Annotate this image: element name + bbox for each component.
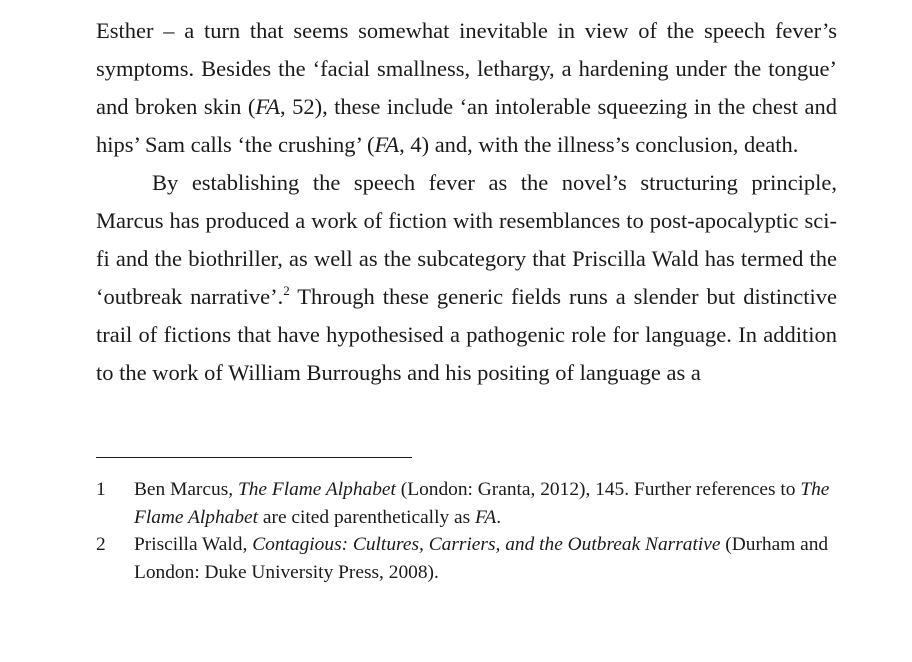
paragraph-2-text-b: Through these generic fields runs a slender but distinctive trail of fictions that have hypothesised a pathogenic role for language. In addition to the work of William Burroughs and his positing of language as a bbox=[96, 284, 837, 385]
footnote-2 bbox=[96, 531, 837, 586]
footnote-number: 1 bbox=[96, 479, 106, 500]
body-text bbox=[96, 12, 837, 392]
footnotes bbox=[96, 476, 837, 586]
footnote-separator bbox=[96, 457, 412, 458]
paragraph-1 bbox=[96, 12, 837, 164]
paragraph-2 bbox=[96, 164, 837, 392]
footnote-2-title: Contagious: Cultures, Carriers, and the Outbreak Narrative bbox=[252, 534, 721, 555]
footnote-1-abbrev: FA bbox=[475, 506, 497, 528]
footnote-1-title-b: The Flame Alphabet bbox=[134, 479, 830, 528]
paragraph-2-text-a: By establishing the speech fever as the novel’s structuring principle, Marcus has produced a work of fiction with resemblances to post-apocalyptic sci-fi and the biothriller, as well as the subcategory that Priscilla Wald has termed the ‘outbreak narrative’. bbox=[96, 170, 837, 309]
document-page bbox=[96, 0, 837, 662]
footnote-2-text-b: (Durham and London: Duke University Press, 2008). bbox=[134, 534, 829, 583]
footnote-1-text-b: (London: Granta, 2012), 145. Further references to bbox=[395, 479, 801, 500]
footnote-number: 2 bbox=[96, 534, 106, 555]
footnote-1-text-a: Ben Marcus, bbox=[134, 479, 238, 500]
paragraph-1-citation-abbrev-a: FA bbox=[255, 94, 280, 119]
paragraph-1-text-a: Esther – a turn that seems somewhat inevitable in view of the speech fever’s symptoms. Besides the ‘facial smallness, lethargy, a hardening under the tongue’ and broken skin ( bbox=[96, 18, 837, 119]
footnote-2-text-a: Priscilla Wald, bbox=[134, 534, 253, 555]
footnote-1-text-d: . bbox=[496, 506, 502, 528]
footnote-reference-2[interactable]: 2 bbox=[283, 282, 290, 298]
paragraph-1-citation-abbrev-b: FA bbox=[374, 132, 400, 157]
footnote-1-title-a: The Flame Alphabet bbox=[237, 479, 396, 500]
paragraph-1-text-c: , 4) and, with the illness’s conclusion, death. bbox=[399, 132, 799, 157]
footnote-1-text-c: are cited parenthetically as bbox=[258, 506, 475, 528]
paragraph-1-text-b: , 52), these include ‘an intolerable squeezing in the chest and hips’ Sam calls ‘the crushing’ ( bbox=[96, 94, 838, 157]
footnote-1 bbox=[96, 476, 837, 531]
